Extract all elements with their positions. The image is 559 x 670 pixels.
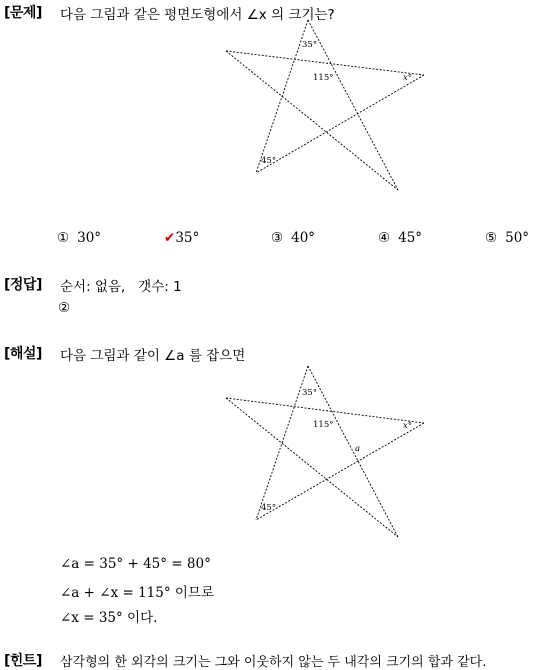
- choice-1[interactable]: [57, 230, 101, 246]
- equation-3: ∠x = 35° 이다.: [60, 610, 158, 626]
- angle-label-x: x°: [403, 421, 413, 431]
- answer-line1: 순서: 없음, 갯수: 1: [60, 279, 182, 295]
- hint-tag: [힌트]: [4, 653, 42, 669]
- problem-text: 다음 그림과 같은 평면도형에서 ∠x 의 크기는?: [60, 7, 335, 23]
- answer-tag: [정답]: [4, 277, 42, 293]
- angle-label-middle: 115°: [313, 73, 334, 83]
- choice-value: 30°: [77, 230, 102, 246]
- choice-value: 50°: [505, 230, 530, 246]
- choice-number: ④: [378, 230, 391, 246]
- angle-label-top: 35°: [302, 388, 318, 398]
- check-mark-icon: ✔: [164, 230, 176, 246]
- choice-value: 35°: [175, 230, 200, 246]
- choice-number: ①: [57, 230, 70, 246]
- problem-tag: [문제]: [4, 5, 42, 21]
- star-edge: [226, 398, 398, 537]
- choice-number: ③: [271, 230, 284, 246]
- star-edge: [256, 366, 308, 520]
- hint-text: 삼각형의 한 외각의 크기는 그와 이웃하지 않는 두 내각의 크기의 합과 같다.: [60, 655, 487, 670]
- angle-label-a: a: [355, 444, 361, 454]
- choice-3[interactable]: [271, 230, 315, 246]
- choice-value: 40°: [291, 230, 316, 246]
- choice-5[interactable]: [485, 230, 529, 246]
- answer-line2: ②: [58, 300, 71, 316]
- solution-tag: [해설]: [4, 346, 42, 362]
- angle-label-x: x°: [403, 73, 413, 83]
- angle-label-bottom: 45°: [261, 156, 277, 166]
- equation-2: ∠a + ∠x = 115° 이므로: [60, 585, 215, 601]
- star-edge: [256, 423, 424, 520]
- angle-label-top: 35°: [302, 40, 318, 50]
- choice-value: 45°: [398, 230, 423, 246]
- choice-number: ⑤: [485, 230, 498, 246]
- angle-label-middle: 115°: [313, 420, 334, 430]
- choice-4[interactable]: [378, 230, 422, 246]
- solution-text: 다음 그림과 같이 ∠a 를 잡으면: [60, 348, 246, 364]
- equation-1: ∠a = 35° + 45° = 80°: [60, 556, 211, 572]
- choice-2[interactable]: [164, 230, 199, 246]
- angle-label-bottom: 45°: [261, 503, 277, 513]
- star-edge: [308, 366, 398, 537]
